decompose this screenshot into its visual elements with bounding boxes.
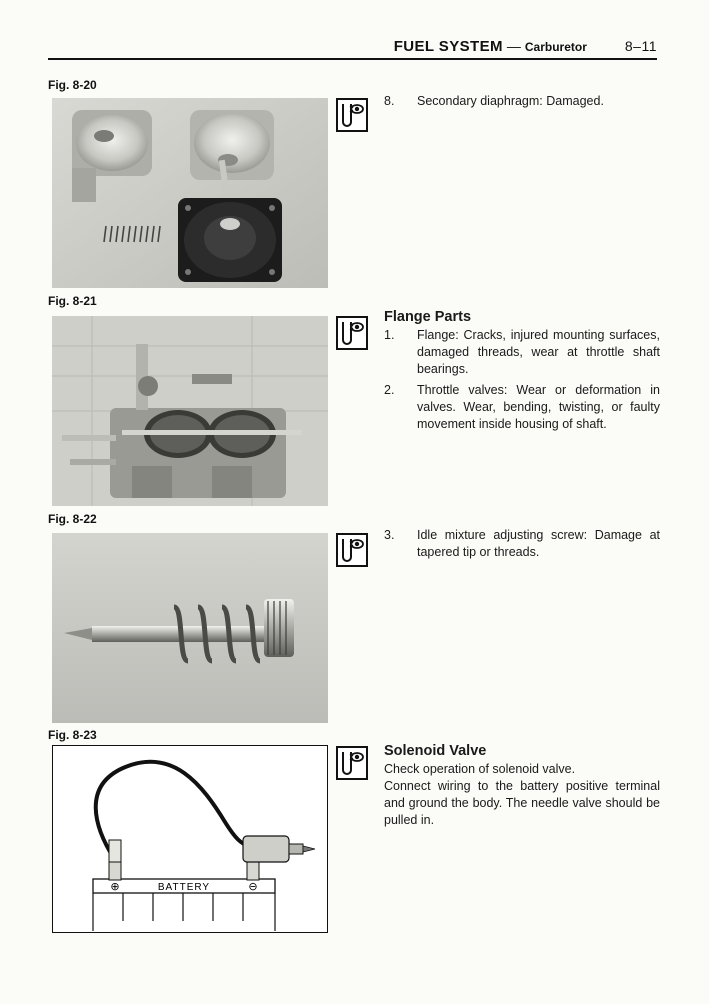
wire [96, 762, 249, 862]
figure-label-8-22: Fig. 8-22 [48, 512, 97, 526]
figure-label-8-21: Fig. 8-21 [48, 294, 97, 308]
figure-label-8-20: Fig. 8-20 [48, 78, 97, 92]
block-solenoid-valve [384, 742, 660, 829]
page-number: 8–11 [624, 38, 657, 54]
item-text: Flange: Cracks, injured mounting surfaces, damaged threads, wear at throttle shaft bearings. [417, 328, 660, 376]
inspect-icon [336, 746, 368, 780]
block-secondary-diaphragm [384, 93, 660, 110]
battery [93, 860, 275, 931]
header-rule [48, 58, 657, 60]
subsection-title: Carburetor [524, 40, 587, 54]
list-item [384, 382, 660, 433]
list-item [384, 327, 660, 378]
page-header [48, 36, 657, 60]
inspect-icon [336, 533, 368, 567]
item-number: 2. [384, 383, 395, 397]
paragraph: Connect wiring to the battery positive terminal and ground the body. The needle valve should be pulled in. [384, 779, 660, 827]
photo-flange [52, 316, 328, 506]
list-item [384, 93, 660, 110]
item-number: 8. [384, 94, 395, 108]
item-text: Idle mixture adjusting screw: Damage at tapered tip or threads. [417, 528, 660, 559]
inspect-icon [336, 316, 368, 350]
battery-label: BATTERY [157, 882, 211, 893]
solenoid-valve [243, 836, 315, 862]
item-number: 3. [384, 528, 395, 542]
block-flange-parts [384, 308, 660, 433]
item-number: 1. [384, 328, 395, 342]
figure-label-8-23: Fig. 8-23 [48, 728, 97, 742]
section-title: FUEL SYSTEM [393, 38, 503, 55]
block-idle-mixture [384, 527, 660, 561]
list-item [384, 527, 660, 561]
photo-idle-mixture-screw [52, 533, 328, 723]
diaphragm [178, 198, 282, 282]
header-dash: — [506, 38, 521, 54]
paragraph: Check operation of solenoid valve. [384, 762, 576, 776]
inspect-icon [336, 98, 368, 132]
photo-secondary-diaphragm [52, 98, 328, 288]
diagram-solenoid-battery [52, 745, 328, 933]
section-heading: Solenoid Valve [384, 743, 487, 759]
positive-terminal-symbol: ⊕ [110, 880, 120, 893]
flange-body [110, 408, 302, 498]
section-heading: Flange Parts [384, 309, 472, 325]
item-text: Secondary diaphragm: Damaged. [417, 94, 604, 108]
negative-terminal-symbol: ⊖ [248, 880, 258, 893]
item-text: Throttle valves: Wear or deformation in valves. Wear, bending, twisting, or faulty movement inside housing of shaft. [417, 383, 660, 431]
